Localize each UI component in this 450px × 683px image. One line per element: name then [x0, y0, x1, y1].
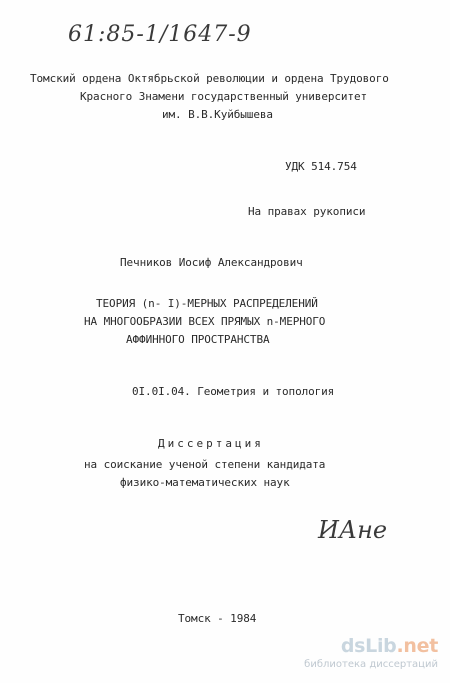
watermark	[304, 635, 438, 675]
degree-line-3: физико-математических наук	[120, 476, 290, 489]
place-and-year: Томск - 1984	[178, 612, 257, 625]
author-name: Печников Иосиф Александрович	[120, 256, 303, 269]
degree-line-2: на соискание ученой степени кандидата	[84, 458, 326, 471]
title-line-1: ТЕОРИЯ (n- I)-МЕРНЫХ РАСПРЕДЕЛЕНИЙ	[96, 297, 318, 310]
institution-line-2: Красного Знамени государственный университет	[80, 90, 367, 103]
institution-line-3: им. В.В.Куйбышева	[162, 108, 273, 121]
institution-line-1: Томский ордена Октябрьской революции и ордена Трудового	[30, 72, 389, 85]
watermark-logo: dsLib.net	[340, 635, 438, 657]
signature: ИАне	[318, 516, 388, 544]
degree-heading: Диссертация	[158, 437, 264, 450]
archive-number: 61:85-1/1647-9	[68, 22, 252, 47]
title-line-2: НА МНОГООБРАЗИИ ВСЕХ ПРЯМЫХ n-МЕРНОГО	[84, 315, 326, 328]
manuscript-rights-note: На правах рукописи	[248, 205, 366, 218]
watermark-tagline: библиотека диссертаций	[304, 659, 438, 670]
specialty-code: 0I.0I.04. Геометрия и топология	[132, 385, 335, 398]
udk-code: УДК 514.754	[285, 160, 357, 173]
title-line-3: АФФИННОГО ПРОСТРАНСТВА	[126, 333, 270, 346]
